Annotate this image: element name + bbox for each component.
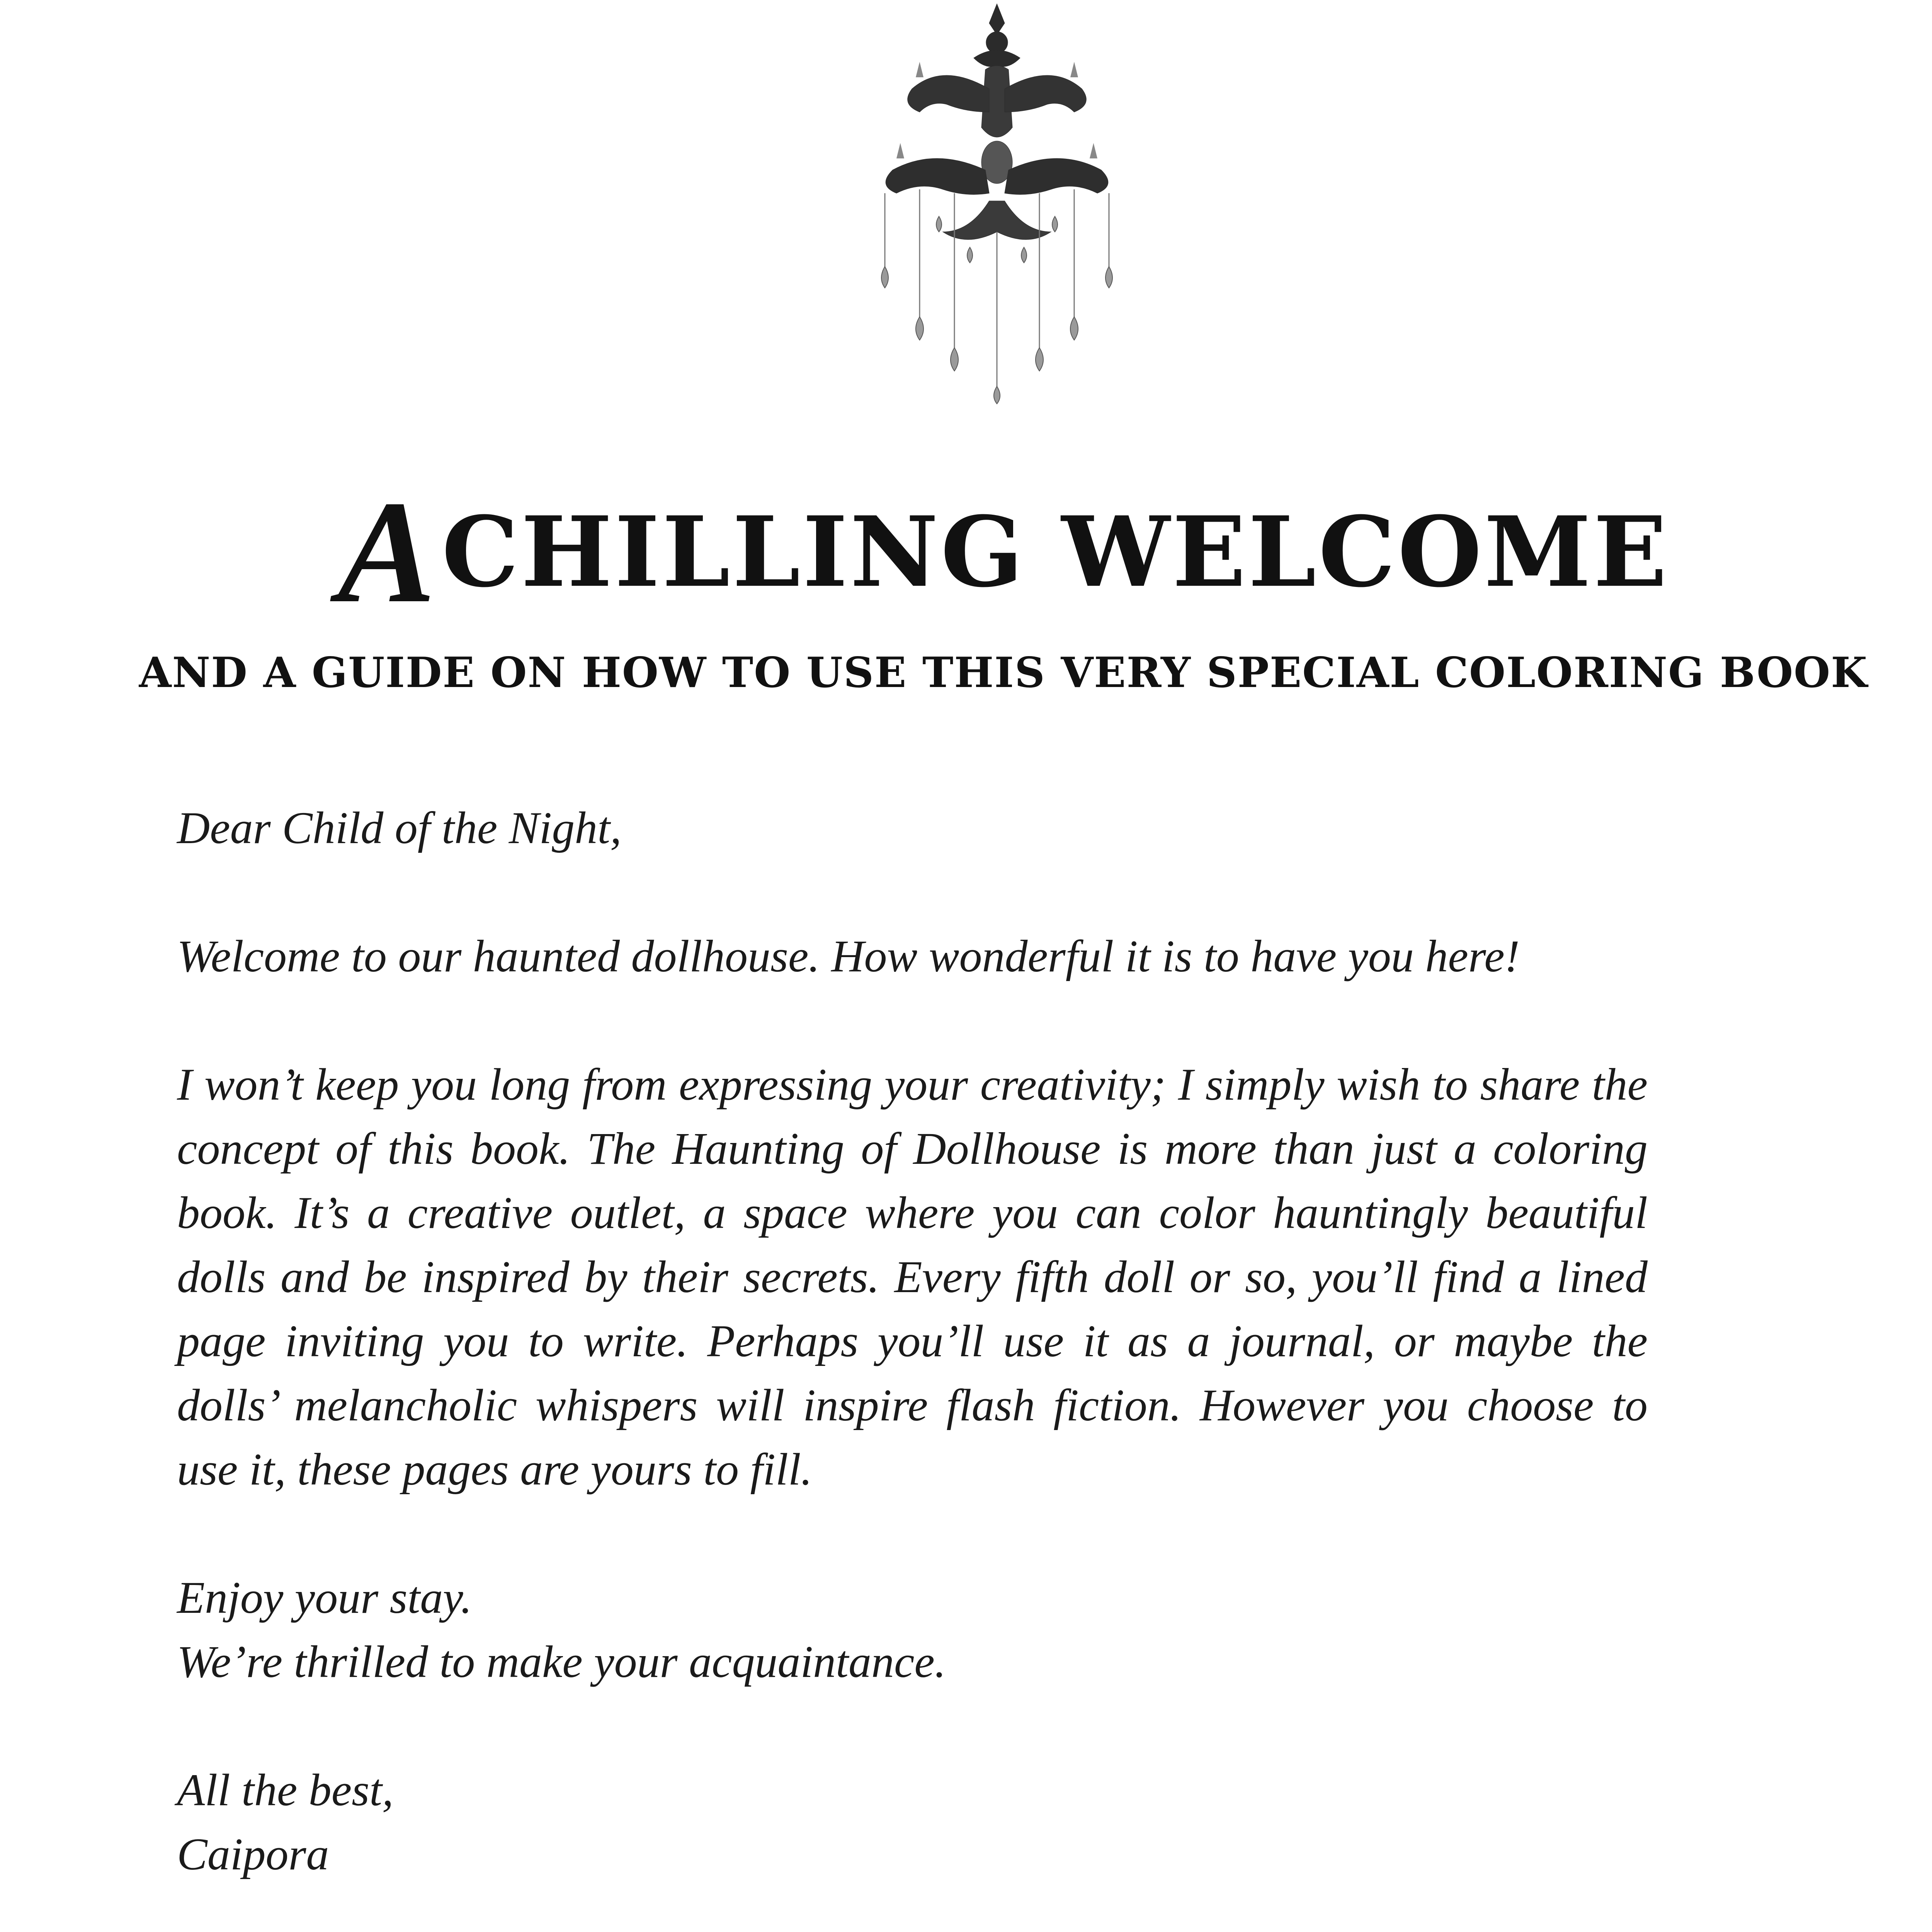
closing-line-2: We’re thrilled to make your acquaintance. — [177, 1636, 946, 1687]
title-text: CHILLING WELCOME — [442, 495, 1670, 609]
page-title — [0, 471, 1932, 633]
chandelier-illustration — [842, 0, 1151, 406]
letter-signoff: All the best, — [177, 1765, 394, 1815]
letter-closing — [177, 1566, 1648, 1694]
letter-signoff-block — [177, 1758, 1648, 1886]
page-subtitle: AND A GUIDE ON HOW TO USE THIS VERY SPECIAL COLORING BOOK — [139, 648, 1868, 697]
letter-body — [177, 796, 1648, 1932]
title-block — [0, 471, 1932, 697]
letter-signature: Caipora — [177, 1829, 329, 1879]
letter-paragraph-2: I won’t keep you long from expressing your creativity; I simply wish to share the concept of this book. The Haunting of Dollhouse is more than just a coloring book. It’s a creative outlet, a space where you can color hauntingly beautiful dolls and be inspired by their secrets. Every fifth doll or so, you’ll find a lined page inviting you to write. Perhaps you’ll use it as a journal, or maybe the dolls’ melancholic whispers will inspire flash fiction. However you choose to use it, these pages are yours to fill. — [177, 1059, 1648, 1495]
letter-paragraph-1: Welcome to our haunted dollhouse. How wonderful it is to have you here! — [177, 931, 1520, 981]
title-initial: A — [337, 471, 438, 633]
letter-salutation: Dear Child of the Night, — [177, 803, 622, 853]
closing-line-1: Enjoy your stay. — [177, 1572, 472, 1623]
